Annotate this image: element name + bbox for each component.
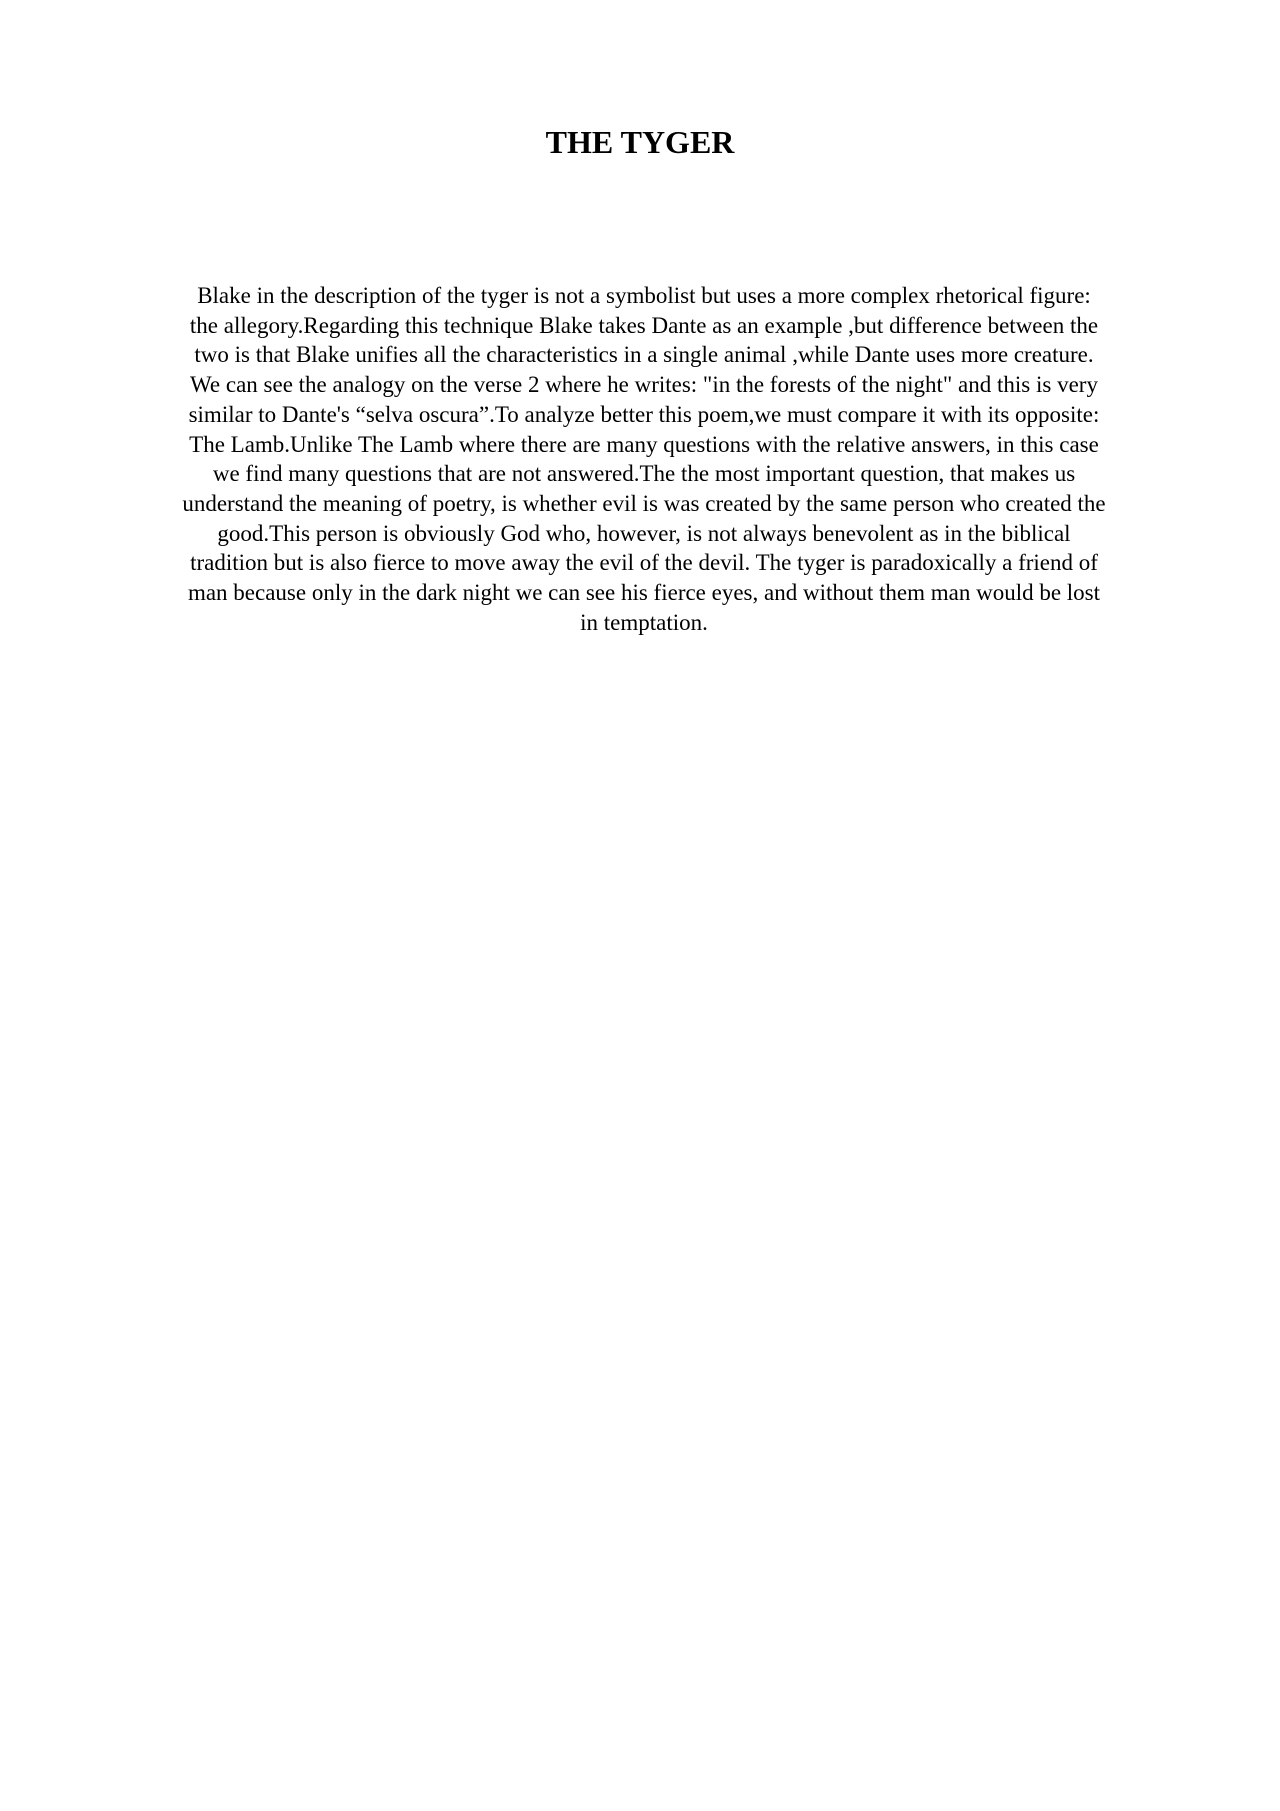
document-body-paragraph: Blake in the description of the tyger is not a symbolist but uses a more complex rhetorical figure: the allegory.Regarding this technique Blake takes Dante as an example ,but difference between the two is that Blake unifies all the characteristics in a single animal ,while Dante uses more creature. We can see the analogy on the verse 2 where he writes: "in the forests of the night" and this is very similar to Dante's “selva oscura”.To analyze better this poem,we must compare it with its opposite: The Lamb.Unlike The Lamb where there are many questions with the relative answers, in this case we find many questions that are not answered.The the most important question, that makes us understand the meaning of poetry, is whether evil is was created by the same person who created the good.This person is obviously God who, however, is not always benevolent as in the biblical tradition but is also fierce to move away the evil of the devil. The tyger is paradoxically a friend of man because only in the dark night we can see his fierce eyes, and without them man would be lost in temptation. — [182, 283, 1106, 635]
document-title: THE TYGER — [545, 124, 735, 160]
